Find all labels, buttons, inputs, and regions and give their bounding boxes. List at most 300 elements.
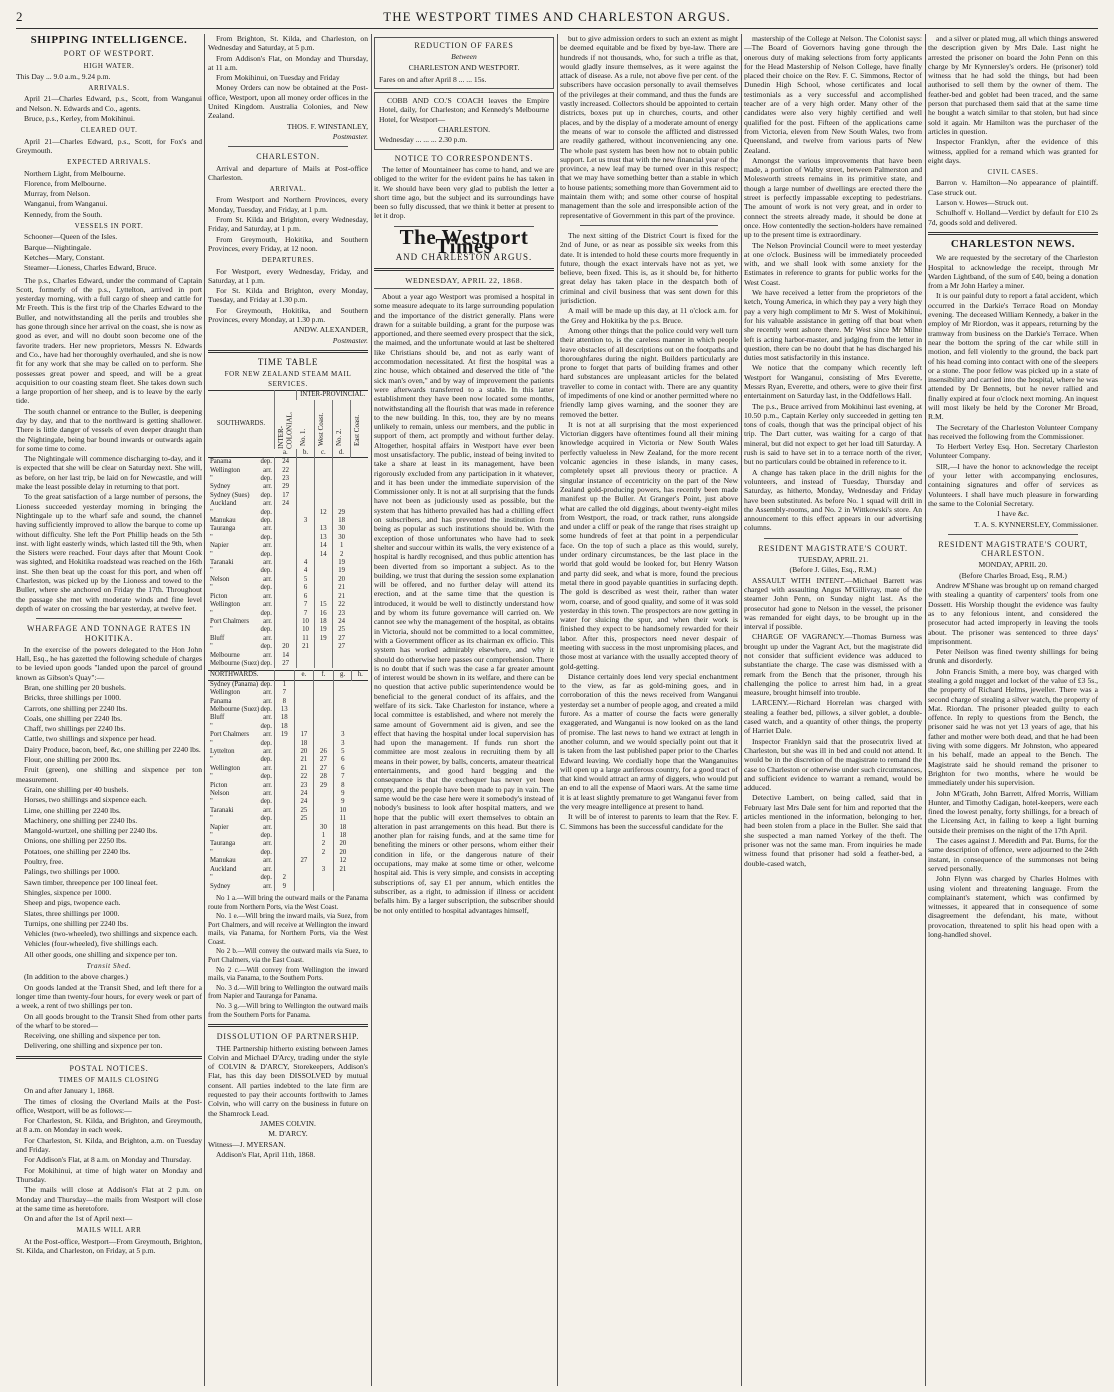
paragraph: Inspector Franklyn said that the prosecutrix lived at Charleston, but she was ill in bed and could not attend. It would be in the discretion of the magistrate to remand the case to Charleston or otherwise under such circumstances, and sufficient evidence to warrant a remand, would be adduced.	[744, 736, 922, 793]
timetable-day	[297, 660, 314, 668]
port-direction: dep.	[260, 680, 272, 688]
paragraph: The p.s., Bruce arrived from Mokihinui last evening, at 10.50 p.m., Captain Kerley only succeeded in getting ten tons of coals, though that was the principal object of his trip. The Dart cutter, was waiting for a cargo of that mineral, but did not expect to get her load till Saturday. A rush is said to have set in to a terrace north of the river, but no particulars could be obtained in reference to it.	[744, 401, 922, 467]
paragraph: On goods landed at the Transit Shed, and left there for a longer time than twenty-four hours, for every week or part of a week, a rent of two shillings per ton.	[16, 982, 202, 1011]
paragraph: No 1 a.—Will bring the outward mails or the Panama route from Northern Ports, via the West Coast.	[208, 893, 368, 911]
timetable-port	[208, 551, 275, 559]
timetable-day	[314, 680, 334, 689]
timetable-day: 24	[275, 500, 297, 508]
port-name: Sydney (Sues)	[210, 491, 250, 499]
high-water-times: This Day ... 9.0 a.m., 9.24 p.m.	[16, 71, 111, 81]
port-direction: arr.	[263, 542, 272, 550]
paragraph: SIR,—I have the honor to acknowledge the receipt of your letter with accompanying enclosures, containing signatures and offer of services as Volunteers. I shall have much pleasure in forwarding the same to the Colonial Secretary.	[928, 461, 1098, 508]
port-direction: arr.	[263, 651, 272, 659]
col-letter: c.	[314, 449, 332, 458]
timetable-day: 24	[275, 458, 297, 467]
paragraph: Turnips, one shilling per 2240 lbs.	[24, 918, 129, 928]
paragraph: John Flynn was charged by Charles Holmes with using violent and threatening language. From the complainant's statement, which was confirmed by witnesses, it appeared that in consequence of some disagreement the defendant, his mate, without provocation, threatened to split his head open with a long-handled shovel.	[928, 874, 1098, 940]
timetable-day	[314, 874, 334, 882]
column-2	[208, 34, 368, 1386]
postmaster-title: Postmaster.	[332, 131, 368, 141]
divider	[928, 232, 1098, 235]
timetable-day	[294, 832, 314, 840]
timetable-row	[208, 601, 368, 609]
timetable-day: 4	[297, 567, 314, 575]
timetable-day	[332, 652, 350, 660]
port-name: Napier	[210, 823, 229, 831]
paragraph: No 2 b.—Will convey the outward mails via Suez, to Port Chalmers, via the East Coast.	[208, 947, 368, 965]
timetable-day: 19	[275, 731, 295, 739]
timetable-port	[208, 840, 275, 848]
timetable-row	[208, 857, 368, 865]
paragraph: For Charleston, St. Kilda, and Brighton, a.m. on Tuesday and Friday.	[16, 1135, 202, 1155]
timetable-day	[297, 492, 314, 500]
divider	[374, 268, 554, 271]
timetable-day	[314, 883, 334, 891]
issue-date: WEDNESDAY, APRIL 22, 1868.	[405, 275, 523, 285]
court-reports	[744, 576, 922, 868]
paragraph: Vehicles (two-wheeled), two shillings and sixpence each.	[24, 929, 198, 939]
timetable-day: 5	[333, 748, 352, 756]
rm-court-date: MONDAY, APRIL 20.	[978, 560, 1048, 570]
timetable-row	[208, 643, 368, 651]
paragraph: We notice that the company which recently left Westport for Wanganui, consisting of Mrs Everette, Messrs Ryan, Everette, and others, were to give their first entertainment on Saturday last, in the Oddfellows Hall.	[744, 363, 922, 401]
paragraph: From Addison's Flat, on Monday and Thursday, at 11 a.m.	[208, 53, 368, 72]
wharfage-intro: In the exercise of the powers delegated to the Hon John Hall, Esq., he has gazetted the following schedule of charges to be levied upon goods "landed upon the parcel of ground known as Gibson's Quay":—	[16, 644, 202, 682]
timetable-day	[333, 680, 352, 689]
column-rule	[741, 34, 742, 1386]
timetable-day: 6	[333, 756, 352, 764]
timetable-day	[314, 689, 334, 697]
postmaster-signature: THOS. F. WINSTANLEY,	[287, 121, 368, 131]
port-name: Melbourne (Suez)	[210, 705, 260, 713]
col-west-coast: West Coast.	[316, 413, 325, 447]
timetable-day: 30	[332, 534, 350, 542]
timetable-port	[208, 714, 275, 722]
timetable-day: 19	[332, 567, 350, 575]
timetable-row	[208, 509, 368, 517]
paragraph: From Westport and Northern Provinces, every Monday, Tuesday, and Friday, at 1 p.m.	[208, 195, 368, 214]
column-rule	[371, 34, 372, 1386]
timetable-day	[294, 714, 314, 722]
paragraph: Coals, one shilling per 2240 lbs.	[24, 713, 123, 723]
port-name: Wellington	[210, 689, 241, 697]
paragraph: Flour, one shilling per 2000 lbs.	[24, 755, 121, 765]
divider	[228, 146, 348, 147]
paragraph: Kennedy, from the South.	[24, 209, 103, 219]
timetable-day: 23	[332, 610, 350, 618]
timetable-port	[208, 483, 275, 491]
port-direction: dep.	[260, 874, 272, 882]
timetable-southwards	[208, 390, 368, 669]
timetable-day	[333, 689, 352, 697]
timetable-day	[275, 576, 297, 584]
signature-colvin: JAMES COLVIN.	[260, 1118, 316, 1128]
charleston-mail-heading: CHARLESTON.	[256, 152, 320, 162]
timetable-port	[208, 500, 275, 508]
column-5	[744, 34, 922, 1386]
timetable-port	[208, 798, 275, 806]
timetable-day	[294, 680, 314, 689]
timetable-port	[208, 706, 275, 714]
timetable-row	[208, 635, 368, 643]
charleston-mail-intro: Arrival and departure of Mails at Post-office Charleston.	[208, 163, 368, 182]
timetable-day	[275, 559, 297, 567]
column-3	[374, 34, 554, 1386]
timetable-day: 27	[314, 756, 334, 764]
arrivals-list	[16, 94, 202, 123]
port-name: Auckland	[210, 500, 237, 508]
port-name: Picton	[210, 781, 228, 789]
port-name: "	[210, 815, 213, 823]
timetable-day	[294, 698, 314, 706]
timetable-day: 30	[314, 824, 334, 832]
paragraph: Detective Lambert, on being called, said that in February last Mrs Dale sent for him and reported that the articles mentioned in the information, belonging to her, had been stolen from a place in the Buller. She said that she suspected a man named Yorkey of the theft. The prisoner was not the same man. From inquiries he made witness found that prisoner had sold a feather-bed, a double-cased watch,	[744, 793, 922, 868]
timetable-day	[314, 798, 334, 806]
timetable-day	[297, 475, 314, 483]
timetable-port	[208, 584, 275, 592]
port-name: Manukau	[210, 857, 236, 865]
timetable-row	[208, 883, 368, 891]
column-6	[928, 34, 1098, 1386]
paragraph: No 2 c.—Will convey from Wellington the inward mails, via Panama, to the Southern Ports.	[208, 965, 368, 983]
timetable-day: 19	[314, 635, 332, 643]
timetable-day	[275, 534, 297, 542]
port-direction: arr.	[263, 748, 272, 756]
port-name: Taranaki	[210, 806, 234, 814]
port-direction: arr.	[263, 857, 272, 865]
timetable-day: 25	[294, 807, 314, 815]
timetable-row	[208, 551, 368, 559]
timetable-day: 22	[275, 467, 297, 475]
paragraph: April 21—Charles Edward, p.s., Scott, from Wanganui and Nelson. N. Edwards and Co., agents.	[16, 94, 202, 113]
paragraph: A mail will be made up this day, at 11 o'clock a.m. for the Grey and Hokitika by the p.s. Bruce.	[560, 306, 738, 325]
timetable-day	[297, 500, 314, 508]
postal-end: At the Post-office, Westport—From Greymouth, Brighton, St. Kilda, and Charleston, on Friday, at 5 p.m.	[16, 1236, 202, 1256]
paragraph: Carrots, one shilling per 2240 lbs.	[24, 703, 128, 713]
port-direction: arr.	[263, 601, 272, 609]
rm-court-reports	[928, 581, 1098, 939]
timetable-day: 19	[332, 559, 350, 567]
paragraph: Lime, one shilling per 2240 lbs.	[24, 805, 121, 815]
port-direction: arr.	[263, 559, 272, 567]
timetable-row	[208, 740, 368, 748]
timetable-day: 13	[314, 534, 332, 542]
timetable-row	[208, 840, 368, 848]
timetable-day	[314, 731, 334, 739]
timetable-port	[208, 723, 275, 731]
nameplate-subtitle: AND CHARLESTON ARGUS.	[395, 252, 533, 263]
dissolution-text: THE Partnership hitherto existing between James Colvin and Michael D'Arcy, trading under the style of COLVIN & D'ARCY, Storekeepers, Addison's Flat, has this day been DISSOLVED by mutual consent. All parties indebted to the late firm are requested to pay their accounts forthwith to James Colvin, who will carry on the business in future on the Shamrock Lead.	[208, 1043, 368, 1118]
timetable-day: 2	[275, 874, 295, 882]
paragraph: Amongst the various improvements that have been made, a portion of Walby street, between Palmerston and Molesworth streets remains in its primitive state, and though a large number of dwellings are erected there the street is perfectly impassable excepting to pedestrians. The amount of work is not very great, and in order to connect the streets already made, it should be done at once. How contentedly the section-holders have remained up to the present time is extraordinary.	[744, 155, 922, 240]
port-name: Auckland	[210, 865, 237, 873]
court-continued	[928, 34, 1098, 165]
paragraph: On and after the 1st of April next—	[24, 1214, 133, 1224]
timetable-day: 27	[332, 635, 350, 643]
timetable-port	[208, 824, 275, 832]
timetable-port	[208, 807, 275, 815]
coach-text: COBB AND CO.'S COACH leaves the Empire Hotel, daily, for Charleston; and Kennedy's Melbourne Hotel, for Westport—	[379, 96, 549, 124]
paragraph: Fruit (green), one shilling and sixpence per ton measurement.	[16, 765, 202, 784]
timetable-port	[208, 731, 275, 739]
timetable-row	[208, 492, 368, 500]
port-direction: arr.	[263, 806, 272, 814]
timetable-day: 8	[333, 782, 352, 790]
timetable-day	[314, 467, 332, 475]
timetable-day: 21	[294, 765, 314, 773]
timetable-day	[275, 584, 297, 592]
col-letter: d.	[332, 449, 350, 458]
port-direction: dep.	[260, 458, 272, 466]
paragraph: The mails will close at Addison's Flat at 2 p.m. on Monday and Thursday—the mails from Westport will close at the same time as heretofore.	[16, 1185, 202, 1213]
col-letter: b.	[297, 449, 314, 458]
timetable-port	[208, 601, 275, 609]
paragraph: For Addison's Flat, at 8 a.m. on Monday and Thursday.	[24, 1155, 192, 1165]
high-water-label: HIGH WATER.	[83, 61, 135, 70]
timetable-day	[297, 542, 314, 550]
timetable-row	[208, 584, 368, 592]
timetable-day: 1	[275, 680, 295, 689]
timetable-day: 24	[294, 790, 314, 798]
timetable-row	[208, 500, 368, 508]
paragraph: Inspector Franklyn, after the evidence of this witness, applied for a remand which was granted for eight days.	[928, 137, 1098, 165]
timetable-row	[208, 731, 368, 739]
timetable-day: 14	[314, 542, 332, 550]
timetable-day: 18	[314, 618, 332, 626]
timetable-day	[294, 874, 314, 882]
timetable-day: 21	[332, 584, 350, 592]
paragraph: Onions, one shilling per 2250 lbs.	[24, 836, 127, 846]
timetable-day: 24	[294, 798, 314, 806]
timetable-day	[275, 866, 295, 874]
timetable-port	[208, 756, 275, 764]
port-direction: arr.	[263, 823, 272, 831]
port-name: Wellington	[210, 466, 241, 474]
paragraph: Barque—Nightingale.	[24, 242, 92, 252]
timetable-notes	[208, 894, 368, 1019]
paragraph: The Nightingale will commence discharging to-day, and it is expected that she will be clear on Saturday next. She will, as before, on her last trip, be laid on for Newcastle, and will make the least possible delay in returning to that port.	[16, 454, 202, 492]
civil-cases	[928, 178, 1098, 226]
port-direction: arr.	[263, 731, 272, 739]
divider	[208, 1024, 368, 1027]
timetable-port	[208, 698, 275, 706]
timetable-day	[314, 714, 334, 722]
port-direction: dep.	[260, 643, 272, 651]
timetable-day	[333, 706, 352, 714]
timetable-day	[275, 840, 295, 848]
port-name: Melbourne	[210, 651, 240, 659]
timetable-day	[294, 840, 314, 848]
timetable-row	[208, 832, 368, 840]
paragraph: but to give admission orders to such an extent as might be deemed equitable and be fixed by bye-law. There are hundreds if not thousands, who, for such a trifle as that, would gladly insure themselves, as it were against the attack of disease. As a rule, not above five per cent. of the subscribers have occasion personally to avail themselves of the privileges at their command, and thus the funds are vastly increased. Collectors should be appointed to certain districts, boxes put up in churches, courts, and other places, and by the display of a moderate amount of energy the means of war to console the afflicted and distressed are readily gathered, without inconveniencing any one. The whole past system has been how not to obtain public support. Let us trust that with the new financial year of the province, a new leaf may be turned over in this respect; that we may have something better than a stable in which to house patients; something more than Government aid to maintain them with; and some other course of hospital management than the sole and irresponsible action of the representative of Government in this part of the province.	[560, 34, 738, 220]
timetable-day: 18	[333, 824, 352, 832]
timetable-row	[208, 483, 368, 491]
timetable-day: 3	[297, 517, 314, 525]
port-direction: dep.	[260, 567, 272, 575]
running-header	[16, 6, 1098, 29]
paragraph: We have received a letter from the proprietors of the ketch, Young America, in which they pay a very high they pay a very high compliment to Mr S. West of Mokihinui, for his valuable assistance in getting off that boat when she recently went ashore there. Mr West since Mr Milne left is acting harbor-master, and judging from the letter in question, there can be no doubt that he has discharged his duties most satisfactorily in this instance.	[744, 288, 922, 363]
paragraph: It is our painful duty to report a fatal accident, which occurred in the Darkie's Terrace Road on Monday evening. The deceased William Kennedy, a baker in the employ of Mr Riordon, was it appears, returning by the tramway from business on the Darkie's Terrace. When near the bottom the spring of the car while still in motion, and fell violently to the ground, the back part of his head coming into contact with one of the sleepers or a stone. The poor fellow was picked up in a state of insensibility and carried into the hospital, where he was attended by Dr Bennetts, but he never rallied and finally expired at four o'clock next morning. An inquest will most likely be held by the Coroner Mr Broad, R.M.	[928, 291, 1098, 422]
port-direction: arr.	[263, 882, 272, 890]
timetable-day	[297, 534, 314, 542]
paragraph: All other goods, one shilling and sixpence per ton.	[24, 949, 178, 959]
paragraph: The next sitting of the District Court is fixed for the 2nd of June, or as near as possible six weeks from this date. It is intended to hold these courts more frequently in future, though the exact intervals have not as yet, we believe, been fixed. This is, as it should be, for hitherto great delay has taken place in the despatch both of criminal and civil business that was sent down for this jurisdiction.	[560, 230, 738, 306]
paragraph: For St. Kilda and Brighton, every Monday, Tuesday, and Friday at 1.30 p.m.	[208, 286, 368, 305]
column-rule	[925, 34, 926, 1386]
timetable-day	[297, 467, 314, 475]
timetable-day: 27	[275, 660, 297, 668]
timetable-day	[275, 626, 297, 634]
port-direction: dep.	[260, 517, 272, 525]
wharfage-list	[16, 683, 202, 959]
port-name: "	[210, 739, 213, 747]
paragraph: Potatoes, one shilling per 2240 lbs.	[24, 846, 131, 856]
col-no1: No. 1.	[298, 429, 307, 447]
timetable-day	[275, 815, 295, 823]
timetable-day: 12	[314, 509, 332, 517]
timetable-port	[208, 559, 275, 567]
port-name: "	[210, 475, 213, 483]
timetable-day: 8	[275, 698, 295, 706]
paragraph: Horses, two shillings and sixpence each.	[24, 795, 147, 805]
timetable-day: 21	[333, 866, 352, 874]
column-rule	[557, 34, 558, 1386]
timetable-row	[208, 849, 368, 857]
port-name: Tauranga	[210, 525, 236, 533]
timetable-port	[208, 883, 275, 891]
coach-time: Wednesday ... ... ... 2.30 p.m.	[379, 135, 468, 145]
notice-text: The letter of Mountaineer has come to hand, and we are obliged to the writer for the evident pains he has taken in it. We should have been very glad to publish the letter a short time ago, but the subject and its surroundings have been so fully discussed, that we think it better at present to let it drop.	[374, 164, 554, 221]
port-name: Bluff	[210, 634, 225, 642]
timetable-day: 20	[294, 748, 314, 756]
paragraph: LARCENY.—Richard Horrelan was charged with stealing a feather bed, pillows, a silver goblet, a double-cased watch, and a quantity of other things, the property of Harriet Dale.	[744, 698, 922, 736]
timetable-day	[333, 874, 352, 882]
timetable-row	[208, 866, 368, 874]
port-name: "	[210, 756, 213, 764]
port-name: Nelson	[210, 790, 230, 798]
timetable-day	[275, 567, 297, 575]
timetable-day	[314, 584, 332, 592]
paragraph: Delivering, one shilling and sixpence per ton.	[24, 1041, 163, 1051]
col-letter: a.	[283, 448, 288, 456]
timetable-port	[208, 610, 275, 618]
timetable-day: 10	[297, 626, 314, 634]
southwards-label: SOUTHWARDS.	[216, 419, 266, 427]
timetable-day	[297, 525, 314, 533]
dateline: Addison's Flat, April 11th, 1868.	[216, 1149, 316, 1159]
paragraph: Andrew M'Shane was brought up on remand charged with stealing a quantity of carpenters' tools from one Dossett. His Worship thought the evidence was faulty as to any felonious intent, and considered the prosecutor had acted improperly in leaving the tools about. The prisoner was sentenced to three days' imprisonment.	[928, 581, 1098, 646]
port-name: "	[210, 643, 213, 651]
port-name: Nelson	[210, 575, 230, 583]
timetable-day	[275, 824, 295, 832]
timetable-day: 22	[332, 601, 350, 609]
paragraph: Schooner—Queen of the Isles.	[24, 232, 118, 242]
timetable-day	[297, 652, 314, 660]
divider	[580, 225, 718, 226]
paragraph: On all goods brought to the Transit Shed from other parts of the wharf to be stored—	[16, 1011, 202, 1030]
coach-destination: CHARLESTON.	[438, 125, 490, 135]
timetable-row	[208, 815, 368, 823]
fares-heading: REDUCTION OF FARES	[414, 41, 514, 50]
timetable-row	[208, 534, 368, 542]
paragraph: John M'Grath, John Barrett, Alfred Morris, William Hunter, and Timothy Cadigan, hotel-keepers, were each fined the lowest penalty, forty shillings, for a breach of the Licensing Act, in failing to keep a light burning outside their premises on the night of the 17th April.	[928, 788, 1098, 835]
timetable-row	[208, 773, 368, 781]
timetable-day: 20	[332, 576, 350, 584]
timetable-day	[314, 740, 334, 748]
letter-close: I have &c.	[997, 509, 1029, 519]
port-direction: dep.	[260, 848, 272, 856]
timetable-row	[208, 626, 368, 634]
expected-label: EXPECTED ARRIVALS.	[67, 158, 151, 167]
timetable-port	[208, 475, 275, 483]
timetable-day: 27	[314, 765, 334, 773]
divider	[948, 534, 1078, 535]
timetable-day	[332, 467, 350, 475]
timetable-day	[314, 483, 332, 491]
timetable-day	[314, 593, 332, 601]
col-no2: No. 2.	[334, 429, 343, 447]
port-direction: arr.	[263, 466, 272, 474]
port-name: Picton	[210, 592, 228, 600]
timetable-day	[314, 500, 332, 508]
column-4	[560, 34, 738, 1386]
timetable-day	[294, 824, 314, 832]
timetable-day	[314, 475, 332, 483]
timetable-day	[294, 883, 314, 891]
rm-court-heading: RESIDENT MAGISTRATE'S COURT, CHARLESTON.	[938, 539, 1088, 559]
timetable-row	[208, 458, 368, 467]
timetable-day	[275, 593, 297, 601]
timetable-port	[208, 740, 275, 748]
timetable-row	[208, 748, 368, 756]
port-name: "	[210, 722, 213, 730]
inter-provincial-label: INTER-PROVINCIAL.	[297, 390, 368, 400]
col-east-coast: East Coast.	[353, 414, 361, 447]
paragraph: Northern Light, from Melbourne.	[24, 168, 126, 178]
paragraph: Receiving, one shilling and sixpence per ton.	[24, 1031, 161, 1041]
timetable-day	[297, 483, 314, 491]
timetable-day: 2	[314, 840, 334, 848]
signature-darcy: M. D'ARCY.	[268, 1129, 308, 1139]
arrival-label: ARRIVAL.	[269, 185, 307, 194]
timetable-day	[332, 492, 350, 500]
port-direction: arr.	[263, 689, 272, 697]
paragraph: The cases against J. Meredith and Pat. Burns, for the same description of offence, were adjourned to the 24th instant, in consequence of the summonses not being served personally.	[928, 836, 1098, 873]
in-port-label: VESSELS IN PORT.	[74, 222, 144, 231]
paragraph: Florence, from Melbourne.	[24, 178, 107, 188]
paragraph: Steamer—Lioness, Charles Edward, Bruce.	[24, 263, 157, 273]
timetable-day	[275, 790, 295, 798]
port-direction: arr.	[263, 790, 272, 798]
port-name: Wellington	[210, 601, 241, 609]
timetable-row	[208, 559, 368, 567]
timetable-day: 5	[297, 576, 314, 584]
timetable-day	[314, 660, 332, 668]
timetable-port	[208, 492, 275, 500]
timetable-day: 16	[314, 610, 332, 618]
timetable-day: 9	[333, 798, 352, 806]
northwards-label: NORTHWARDS.	[210, 671, 259, 679]
timetable-day: 18	[332, 517, 350, 525]
timetable-day	[314, 492, 332, 500]
divider	[374, 288, 554, 289]
paragraph: Dairy Produce, bacon, beef, &c, one shilling per 2240 lbs.	[24, 744, 201, 754]
port-direction: dep.	[260, 475, 272, 483]
paragraph: About a year ago Westport was promised a hospital in some measure adequate to its large surrounding population and the importance of the district generally. Plans were drawn for a suitable building, a grant for the purpose was apportioned, and there seemed every prospect that the sick, the maimed, and the unfortunate would at last be sheltered like Christians should be, and not as early want of accommodation necessitated. At first the hospital was a zinc house, which obtained and deserved the title of "the sick man's oven," and by way of improvement the patients were afterwards transferred to a stable. In this latter establishment they have been now located some months, notwithstanding all the flourish that was made in reference to the new building. In this, too, they are by no means unlikely to remain, unless our members, and the public in support of them, act promptly and without further delay. Altogether, hospital affairs in Westport have ever been most unsatisfactory. The public, instead of being invited to take a share at least in its management, have been rigorously excluded from any participation in it whatever, and it has been under the immediate supervision of the Commissioner only. It is not at all surprising that the funds have not been as judiciously used as possible, but the system that has hitherto prevailed has had a chilling effect on subscribers, and has prevented the institution from being as popular as such institutions should be. With the exception of those unfortunates who have had to seek shelter and succour within its walls, the very existence of a hospital is hardly recognised, and thus public attention has been diverted from so important a subject. As to the building, we trust that during the session some explanation will be offered, and no further delay will attend its erection, and at the same time that the question is introduced, it would be well to distinctly understand how and by whom its future governance will carried on. We cannot see why the management of the hospital, as obtains in Victoria, should not be committed to a local committee, with a Government officer as its chairman ex officio. This system has worked admirably elsewhere, and why it should do otherwise here passes our comprehension. There is no doubt that if such was the case a far greater amount of interest would be shown in its welfare, and there can be no question that active public superintendence would be beneficial to the general conduct of its affairs, and the welfare of its sick. Take Charleston for instance, where a local committee is established, and where not merely the same amount of Government aid is given, and see the effect that having the hospital under local supervision has had upon the management. If funds run short the committee are most zealous in recruiting them by all means in their power, by balls, concerts, amateur theatrical entertainments, and good hard begging and the consequence is that the exchequer has never yet been empty, and the people have been made to pay in vain. The same would be the case here were it somebody's instead of nobody's business to look after hospital matters, and we hope that the public will exert themselves to obtain an alteration in past arrangements on this head. But there is another plan for raising funds, and at the same time for benefiting the miners or other persons, whom either their condition in life, or the dangerous nature of their occupations, may make at some time or other, welcome hospital aid. This is very simple, and consists in accepting subscriptions of, say £1 per annum, which entitles the subscriber, as a right, to admission if illness or accident befalls him. By a larger subscription, the subscriber should be not only entitled to hospital advantages himself,	[374, 291, 554, 915]
timetable-day: 23	[294, 782, 314, 790]
cleared-entry: April 21—Charles Edward, p.s., Scott, for Fox's and Greymouth.	[16, 136, 202, 155]
timetable-day: 13	[275, 706, 295, 714]
